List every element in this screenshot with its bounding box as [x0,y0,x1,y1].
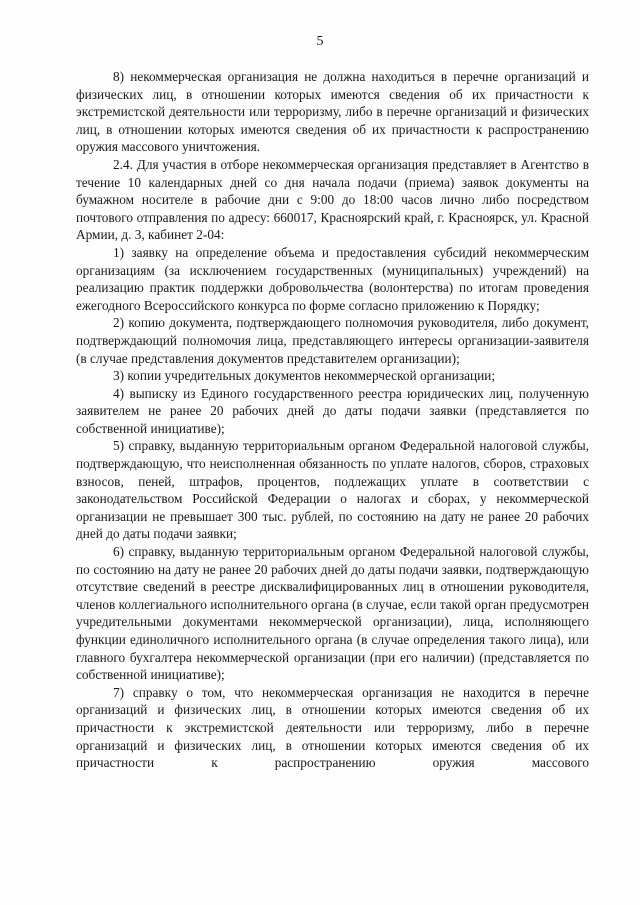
paragraph-item-3: 3) копии учредительных документов некоммерческой организации; [113,368,496,384]
paragraph-item-7: 7) справку о том, что некоммерческая организация не находится в перечне организаций и физических лиц, в отношении которых имеются сведения об их причастности к экстремистской деятельности или терроризму, либо в перечне организаций и физических лиц, в отношении которых имеются сведения об их причастности к распространению оружия массового [76,684,589,771]
paragraph-item-8: 8) некоммерческая организация не должна находиться в перечне организаций и физических лиц, в отношении которых имеются сведения об их причастности к экстремистской деятельности или терроризму, либо в перечне организаций и физических лиц, в отношении которых имеются сведения об их причастности к распространению оружия массового уничтожения. [76,69,589,155]
paragraph-item-1: 1) заявку на определение объема и предоставления субсидий некоммерческим организациям (за исключением государственных (муниципальных) учреждений) на реализацию практик поддержки добровольчества (волонтерства) по итогам проведения ежегодного Всероссийского конкурса по форме согласно приложению к Порядку; [76,244,589,313]
paragraph-item-5: 5) справку, выданную территориальным органом Федеральной налоговой службы, подтверждающую, что неисполненная обязанность по уплате налогов, сборов, страховых взносов, пеней, штрафов, процентов, подлежащих уплате в соответствии с законодательством Российской Федерации о налогах и сборах, у некоммерческой организации не превышает 300 тыс. рублей, по состоянию на дату не ранее 20 рабочих дней до даты подачи заявки; [76,438,589,542]
paragraph-2-4: 2.4. Для участия в отборе некоммерческая организация представляет в Агентство в течение 10 календарных дней со дня начала подачи (приема) заявок документы на бумажном носителе в рабочие дни с 9:00 до 18:00 часов лично либо посредством почтового отправления по адресу: 660017, Красноярский край, г. Красноярск, ул. Красной Армии, д. 3, кабинет 2-04: [76,156,589,243]
paragraph-item-6: 6) справку, выданную территориальным органом Федеральной налоговой службы, по состоянию на дату не ранее 20 рабочих дней до даты подачи заявки, подтверждающую отсутствие сведений в реестре дисквалифицированных лиц в отношении руководителя, членов коллегиального исполнительного органа (в случае, если такой орган предусмотрен учредительными документами некоммерческой организации), лица, исполняющего функции единоличного исполнительного органа (в случае определения такого лица), или главного бухгалтера некоммерческой организации (при его наличии) (представляется по собственной инициативе); [76,544,589,683]
paragraph-item-4: 4) выписку из Единого государственного реестра юридических лиц, полученную заявителем не ранее 20 рабочих дней до даты подачи заявки (представляется по собственной инициативе); [76,385,589,436]
page-number: 5 [316,34,324,49]
paragraph-item-2: 2) копию документа, подтверждающего полномочия руководителя, либо документ, подтверждающий полномочия лица, представляющего интересы организации-заявителя (в случае представления документов представителем организации); [76,315,589,366]
document-body [76,68,589,772]
